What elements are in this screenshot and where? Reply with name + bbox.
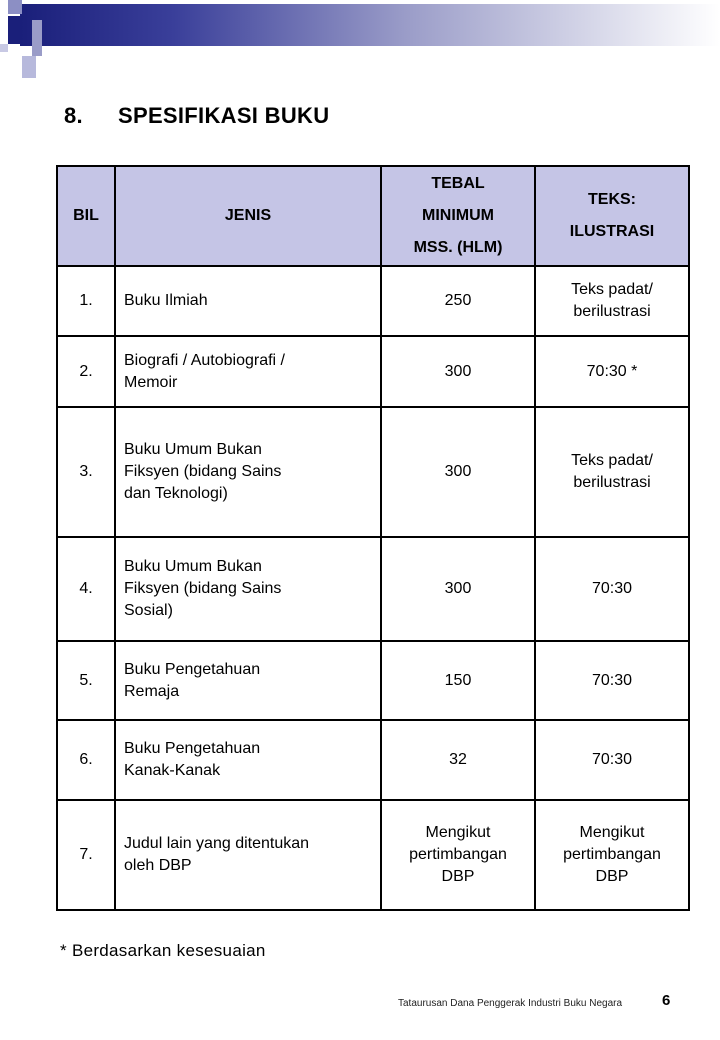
footnote: * Berdasarkan kesesuaian <box>60 941 266 960</box>
page-number: 6 <box>662 992 671 1009</box>
cell-tebal: 250 <box>381 266 535 336</box>
cell-bil: 5. <box>57 641 115 720</box>
decor-square <box>32 20 42 56</box>
cell-teks: 70:30 <box>535 537 689 641</box>
section-number: 8. <box>64 103 83 128</box>
cell-teks: 70:30 <box>535 720 689 800</box>
specification-table <box>56 165 690 911</box>
cell-bil: 3. <box>57 407 115 537</box>
cell-jenis: Buku Umum Bukan Fiksyen (bidang Sains Sosial) <box>115 537 381 641</box>
cell-jenis: Buku Pengetahuan Kanak-Kanak <box>115 720 381 800</box>
decor-square <box>0 44 8 52</box>
cell-jenis: Judul lain yang ditentukan oleh DBP <box>115 800 381 910</box>
cell-teks: Teks padat/ berilustrasi <box>535 266 689 336</box>
header-jenis: JENIS <box>115 166 381 266</box>
cell-jenis: Biografi / Autobiografi / Memoir <box>115 336 381 407</box>
header-tebal: TEBAL MINIMUM MSS. (HLM) <box>381 166 535 266</box>
cell-tebal: 300 <box>381 407 535 537</box>
header-bil: BIL <box>57 166 115 266</box>
cell-tebal: Mengikut pertimbangan DBP <box>381 800 535 910</box>
decor-square <box>8 0 22 14</box>
header-teks: TEKS: ILUSTRASI <box>535 166 689 266</box>
table-header-row <box>57 166 689 266</box>
cell-teks: Mengikut pertimbangan DBP <box>535 800 689 910</box>
cell-tebal: 150 <box>381 641 535 720</box>
decor-square <box>8 16 22 44</box>
cell-bil: 2. <box>57 336 115 407</box>
cell-jenis: Buku Ilmiah <box>115 266 381 336</box>
table-row <box>57 266 689 336</box>
cell-tebal: 32 <box>381 720 535 800</box>
cell-bil: 7. <box>57 800 115 910</box>
cell-teks: 70:30 * <box>535 336 689 407</box>
cell-tebal: 300 <box>381 336 535 407</box>
cell-teks: 70:30 <box>535 641 689 720</box>
cell-bil: 4. <box>57 537 115 641</box>
table-row <box>57 407 689 537</box>
table-row <box>57 336 689 407</box>
cell-bil: 1. <box>57 266 115 336</box>
header-banner <box>20 4 720 46</box>
footer-text: Tataurusan Dana Penggerak Industri Buku Negara <box>398 998 623 1009</box>
table-row <box>57 641 689 720</box>
page-title <box>64 103 329 129</box>
section-title: SPESIFIKASI BUKU <box>118 103 330 128</box>
cell-jenis: Buku Pengetahuan Remaja <box>115 641 381 720</box>
cell-jenis: Buku Umum Bukan Fiksyen (bidang Sains dan Teknologi) <box>115 407 381 537</box>
cell-bil: 6. <box>57 720 115 800</box>
cell-teks: Teks padat/ berilustrasi <box>535 407 689 537</box>
cell-tebal: 300 <box>381 537 535 641</box>
decor-square <box>22 56 36 78</box>
table-row <box>57 800 689 910</box>
table-row <box>57 537 689 641</box>
table-row <box>57 720 689 800</box>
